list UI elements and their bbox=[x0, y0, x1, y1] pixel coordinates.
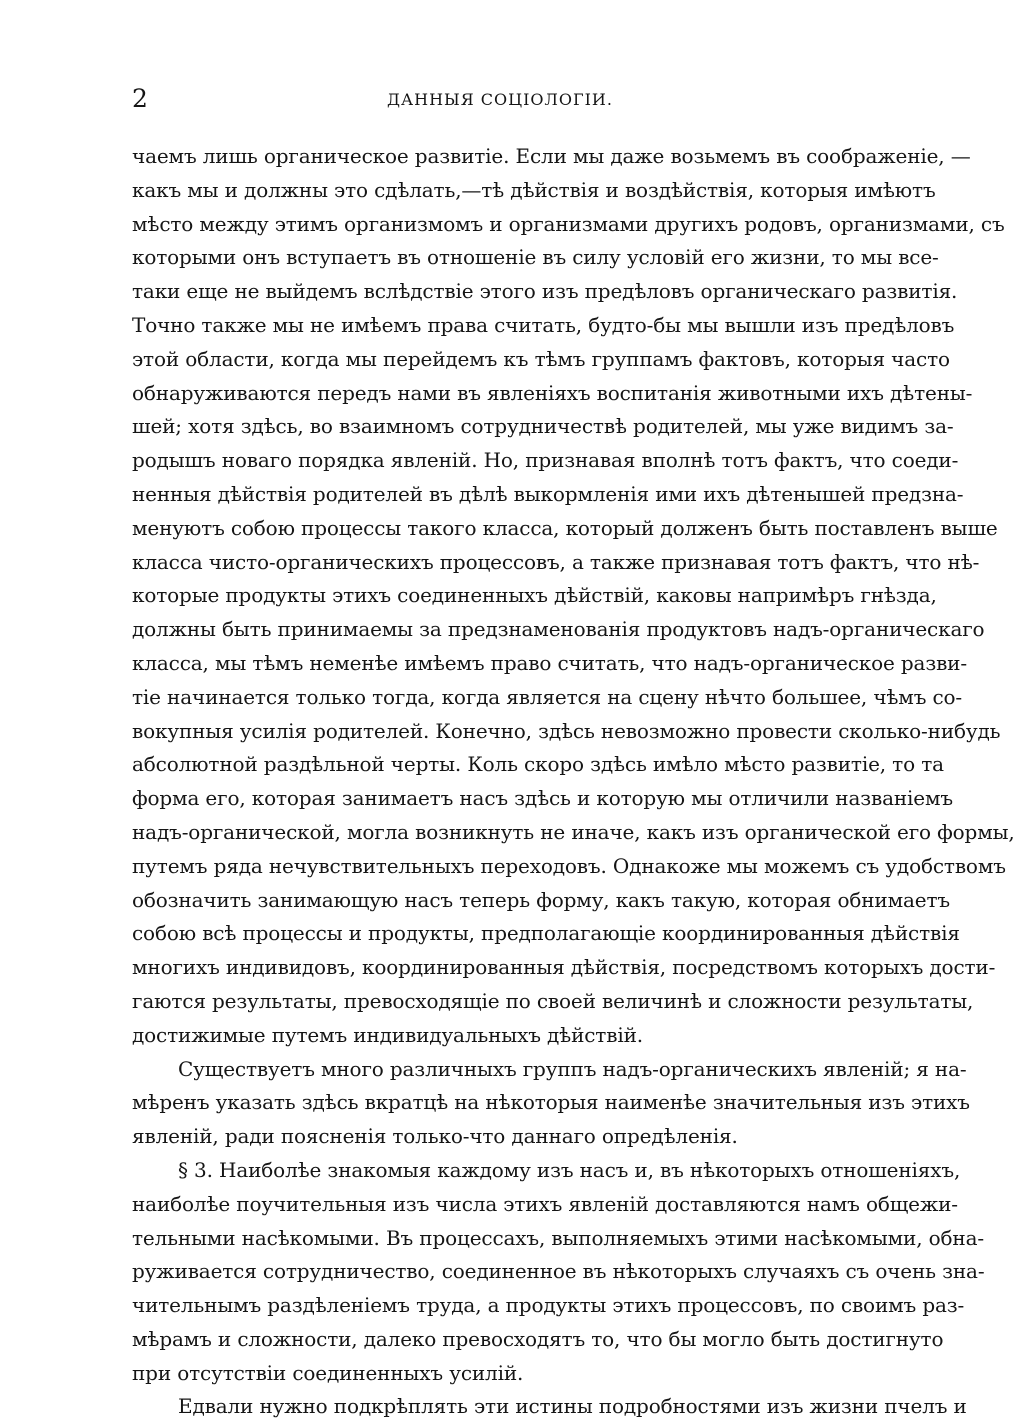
text-line: наиболѣе поучительныя изъ числа этихъ явленій доставляются намъ общежи- bbox=[132, 1191, 958, 1216]
running-title: ДАННЫЯ СОЦІОЛОГІИ. bbox=[387, 90, 613, 109]
text-line: которыми онъ вступаетъ въ отношеніе въ силу условій его жизни, то мы все- bbox=[132, 245, 939, 270]
page-header bbox=[132, 84, 868, 124]
text-line: класса, мы тѣмъ неменѣе имѣемъ право считать, что надъ-органическое разви- bbox=[132, 650, 967, 675]
text-line: вокупныя усилія родителей. Конечно, здѣсь невозможно провести сколько-нибудь bbox=[132, 718, 1001, 743]
text-line: явленій, ради поясненія только-что даннаго опредѣленія. bbox=[132, 1124, 738, 1149]
text-line: родышъ новаго порядка явленій. Но, признавая вполнѣ тотъ фактъ, что соеди- bbox=[132, 448, 959, 473]
text-line: класса чисто-органическихъ процессовъ, а также признавая тотъ фактъ, что нѣ- bbox=[132, 549, 980, 574]
paragraph-2 bbox=[132, 1053, 970, 1154]
text-line: шей; хотя здѣсь, во взаимномъ сотрудничествѣ родителей, мы уже видимъ за- bbox=[132, 414, 954, 439]
text-line: этой области, когда мы перейдемъ къ тѣмъ группамъ фактовъ, которыя часто bbox=[132, 346, 950, 371]
body-text bbox=[132, 140, 1015, 1424]
text-line: ненныя дѣйствія родителей въ дѣлѣ выкормленія ими ихъ дѣтенышей предзна- bbox=[132, 481, 964, 506]
text-line: обозначить занимающую насъ теперь форму, какъ такую, которая обнимаетъ bbox=[132, 887, 950, 912]
text-line: тельными насѣкомыми. Въ процессахъ, выполняемыхъ этими насѣкомыми, обна- bbox=[132, 1225, 984, 1250]
page-number: 2 bbox=[132, 84, 149, 113]
text-line: абсолютной раздѣльной черты. Коль скоро здѣсь имѣло мѣсто развитіе, то та bbox=[132, 752, 944, 777]
text-line: Точно также мы не имѣемъ права считать, будто-бы мы вышли изъ предѣловъ bbox=[132, 312, 955, 337]
text-line: достижимые путемъ индивидуальныхъ дѣйствій. bbox=[132, 1022, 643, 1047]
text-line: Едвали нужно подкрѣплять эти истины подробностями изъ жизни пчелъ и bbox=[178, 1394, 967, 1419]
paragraph-1 bbox=[132, 140, 1015, 1053]
text-line: чаемъ лишь органическое развитіе. Если мы даже возьмемъ въ соображеніе, — bbox=[132, 144, 971, 168]
text-line: надъ-органической, могла возникнуть не иначе, какъ изъ органической его формы, bbox=[132, 819, 1015, 844]
text-line: мѣрамъ и сложности, далеко превосходятъ то, что бы могло быть достигнуто bbox=[132, 1326, 944, 1351]
text-line: какъ мы и должны это сдѣлать,—тѣ дѣйствія и воздѣйствія, которыя имѣютъ bbox=[132, 177, 936, 202]
text-line: чительнымъ раздѣленіемъ труда, а продукты этихъ процессовъ, по своимъ раз- bbox=[132, 1293, 965, 1318]
text-line: тіе начинается только тогда, когда является на сцену нѣчто большее, чѣмъ со- bbox=[132, 684, 963, 709]
text-line: мѣренъ указать здѣсь вкратцѣ на нѣкоторыя наименѣе значительныя изъ этихъ bbox=[132, 1090, 970, 1115]
text-line: форма его, которая занимаетъ насъ здѣсь и которую мы отличили названіемъ bbox=[132, 786, 953, 811]
text-line: гаются результаты, превосходящіе по своей величинѣ и сложности результаты, bbox=[132, 988, 974, 1013]
paragraph-4 bbox=[132, 1390, 967, 1424]
paragraph-section-3 bbox=[132, 1154, 985, 1391]
text-line: путемъ ряда нечувствительныхъ переходовъ. Однакоже мы можемъ съ удобствомъ bbox=[132, 853, 1006, 878]
text-line: § 3. Наиболѣе знакомыя каждому изъ насъ и, въ нѣкоторыхъ отношеніяхъ, bbox=[178, 1157, 961, 1182]
text-line: при отсутствіи соединенныхъ усилій. bbox=[132, 1360, 524, 1385]
text-line: обнаруживаются передъ нами въ явленіяхъ воспитанія животными ихъ дѣтены- bbox=[132, 380, 973, 405]
text-line: должны быть принимаемы за предзнаменованія продуктовъ надъ-органическаго bbox=[132, 617, 985, 642]
text-line: мѣсто между этимъ организмомъ и организмами другихъ родовъ, организмами, съ bbox=[132, 211, 1005, 236]
text-line: Существуетъ много различныхъ группъ надъ-органическихъ явленій; я на- bbox=[178, 1056, 967, 1081]
text-line: собою всѣ процессы и продукты, предполагающіе координированныя дѣйствія bbox=[132, 921, 960, 946]
text-line: которые продукты этихъ соединенныхъ дѣйствій, каковы напримѣръ гнѣзда, bbox=[132, 583, 937, 608]
text-line: руживается сотрудничество, соединенное въ нѣкоторыхъ случаяхъ съ очень зна- bbox=[132, 1259, 985, 1284]
text-line: многихъ индивидовъ, координированныя дѣйствія, посредствомъ которыхъ дости- bbox=[132, 955, 996, 980]
text-line: таки еще не выйдемъ вслѣдствіе этого изъ предѣловъ органическаго развитія. bbox=[132, 279, 958, 304]
text-line: менуютъ собою процессы такого класса, который долженъ быть поставленъ выше bbox=[132, 515, 998, 540]
